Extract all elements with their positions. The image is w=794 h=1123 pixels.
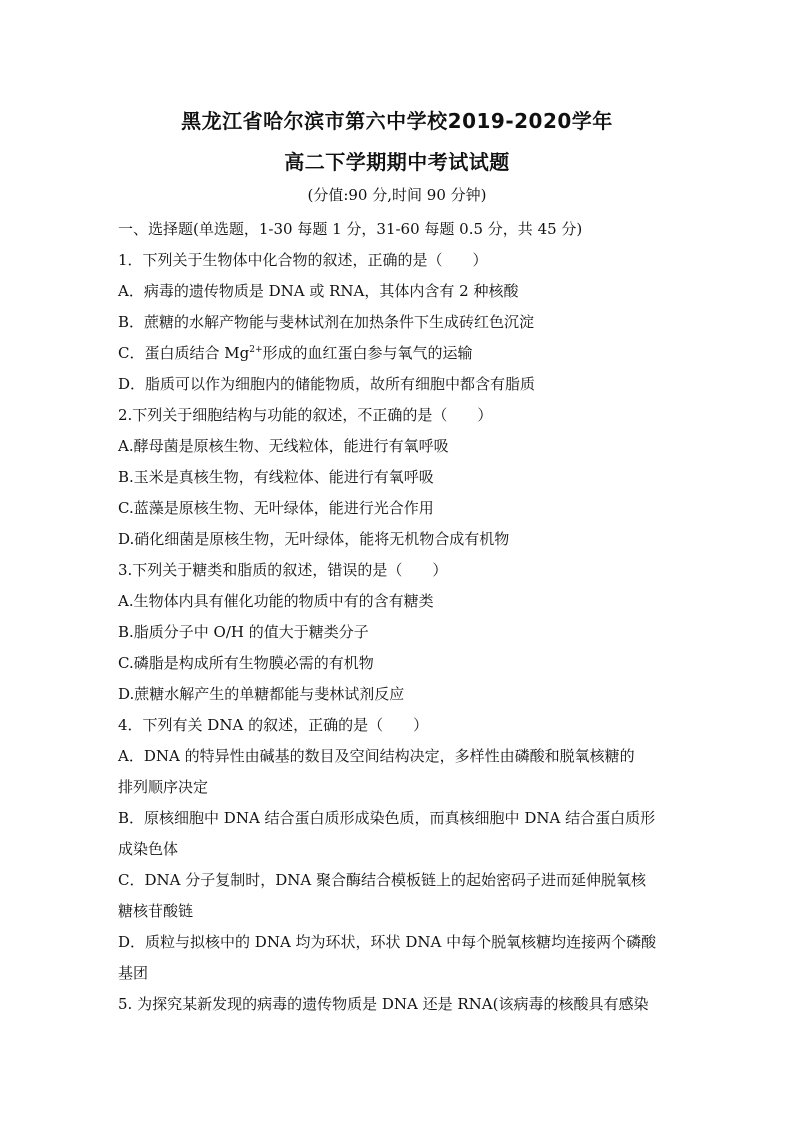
question-4-option-d-cont: 基团 — [118, 964, 149, 982]
exam-score-time: (分值:90 分,时间 90 分钟) — [307, 186, 487, 204]
question-4-option-a: A．DNA 的特异性由碱基的数目及空间结构决定，多样性由磷酸和脱氧核糖的 — [118, 747, 635, 765]
question-2-option-c: C.蓝藻是原核生物、无叶绿体，能进行光合作用 — [118, 499, 434, 517]
question-1-stem: 1．下列关于生物体中化合物的叙述，正确的是（ ） — [118, 251, 488, 269]
question-4-option-d: D．质粒与拟核中的 DNA 均为环状，环状 DNA 中每个脱氧核糖均连接两个磷酸 — [118, 933, 657, 951]
question-1-option-a: A．病毒的遗传物质是 DNA 或 RNA，其体内含有 2 种核酸 — [118, 282, 519, 300]
question-3-option-b: B.脂质分子中 O/H 的值大于糖类分子 — [118, 623, 369, 641]
question-1-option-d: D．脂质可以作为细胞内的储能物质，故所有细胞中都含有脂质 — [118, 375, 536, 393]
option-c-text: C．蛋白质结合 Mg — [118, 344, 250, 362]
exam-title-line2: 高二下学期期中考试试题 — [284, 150, 510, 174]
ion-charge: 2+ — [249, 345, 263, 355]
question-2-option-a: A.酵母菌是原核生物、无线粒体，能进行有氧呼吸 — [118, 437, 449, 455]
question-1-option-b: B．蔗糖的水解产物能与斐林试剂在加热条件下生成砖红色沉淀 — [118, 313, 535, 331]
option-c-rest: 形成的血红蛋白参与氧气的运输 — [262, 344, 473, 362]
question-4-option-c-cont: 糖核苷酸链 — [118, 902, 194, 920]
question-3-option-c: C.磷脂是构成所有生物膜必需的有机物 — [118, 654, 374, 672]
question-3-stem: 3.下列关于糖类和脂质的叙述，错误的是（ ） — [118, 561, 448, 579]
question-5-stem: 5. 为探究某新发现的病毒的遗传物质是 DNA 还是 RNA(该病毒的核酸具有感染 — [118, 995, 649, 1013]
question-4-option-b-cont: 成染色体 — [118, 840, 179, 858]
question-3-option-d: D.蔗糖水解产生的单糖都能与斐林试剂反应 — [118, 685, 405, 703]
question-1-option-c — [118, 338, 680, 369]
question-2-option-b: B.玉米是真核生物，有线粒体、能进行有氧呼吸 — [118, 468, 434, 486]
question-2-option-d: D.硝化细菌是原核生物，无叶绿体，能将无机物合成有机物 — [118, 530, 510, 548]
question-3-option-a: A.生物体内具有催化功能的物质中有的含有糖类 — [118, 592, 434, 610]
section-header: 一、选择题(单选题，1-30 每题 1 分，31-60 每题 0.5 分，共 45 分) — [118, 220, 583, 238]
question-4-option-a-cont: 排列顺序决定 — [118, 778, 209, 796]
question-4-option-b: B．原核细胞中 DNA 结合蛋白质形成染色质，而真核细胞中 DNA 结合蛋白质形 — [118, 809, 656, 827]
exam-title-line1: 黑龙江省哈尔滨市第六中学校2019-2020学年 — [181, 109, 613, 133]
question-4-stem: 4．下列有关 DNA 的叙述，正确的是（ ） — [118, 716, 429, 734]
exam-body — [118, 214, 680, 1020]
question-2-stem: 2.下列关于细胞结构与功能的叙述，不正确的是（ ） — [118, 406, 493, 424]
question-4-option-c: C．DNA 分子复制时，DNA 聚合酶结合模板链上的起始密码子进而延伸脱氧核 — [118, 871, 646, 889]
